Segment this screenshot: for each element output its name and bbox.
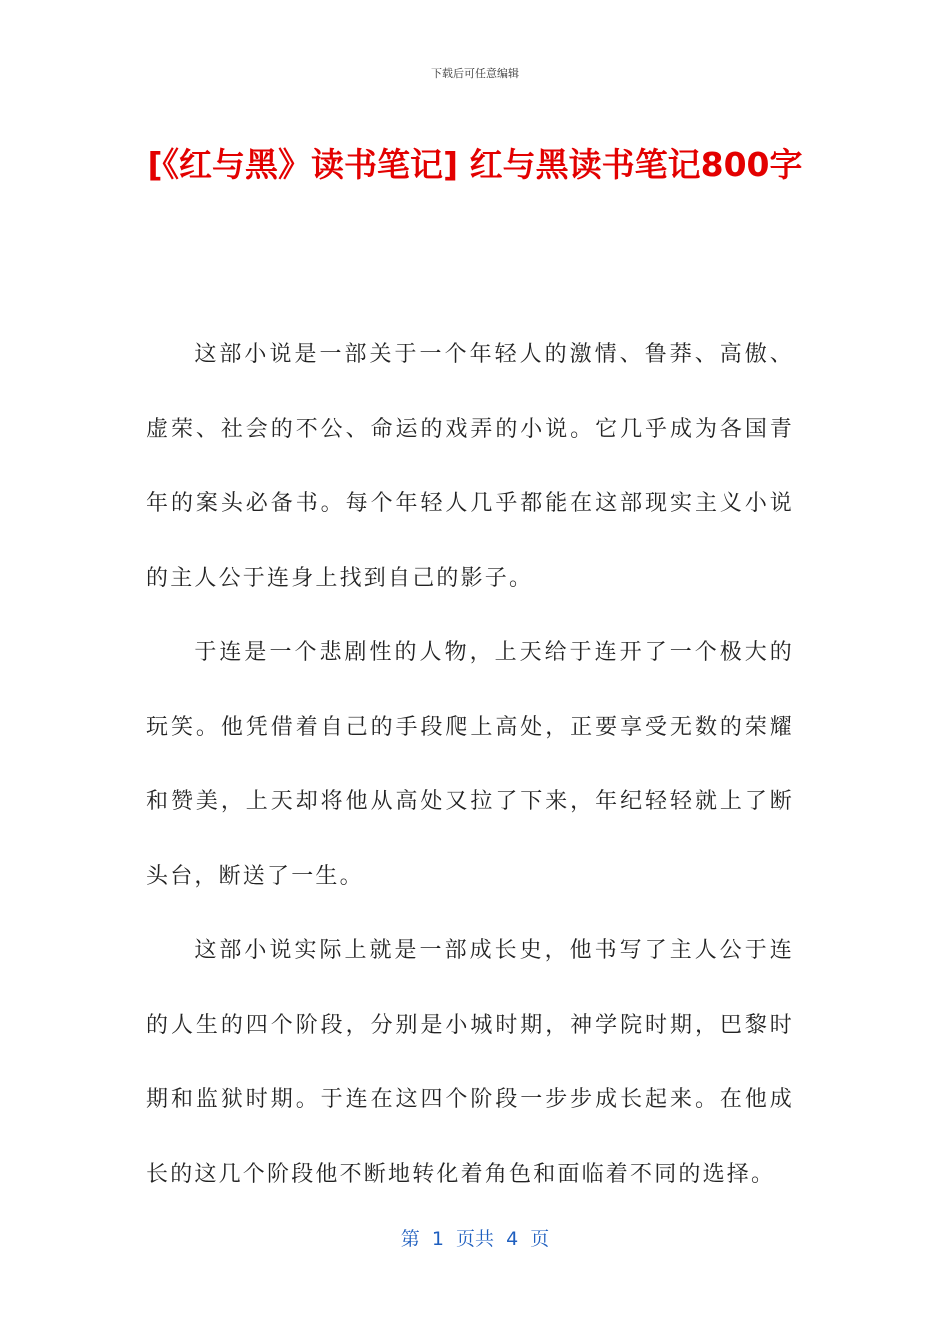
document-body: [146, 318, 794, 1212]
document-title: [《红与黑》读书笔记] 红与黑读书笔记800字: [147, 145, 803, 184]
body-paragraph-2: 于连是一个悲剧性的人物，上天给于连开了一个极大的玩笑。他凭借着自己的手段爬上高处，正要享受无数的荣耀和赞美，上天却将他从高处又拉了下来，年纪轻轻就上了断头台，断送了一生。: [146, 640, 794, 889]
body-paragraph-3: 这部小说实际上就是一部成长史，他书写了主人公于连的人生的四个阶段，分别是小城时期，神学院时期，巴黎时期和监狱时期。于连在这四个阶段一步步成长起来。在他成长的这几个阶段他不断地转化着角色和面临着不同的选择。: [146, 938, 794, 1187]
page-header-note: 下载后可任意编辑: [431, 67, 519, 80]
body-paragraph-1: 这部小说是一部关于一个年轻人的激情、鲁莽、高傲、虚荣、社会的不公、命运的戏弄的小说。它几乎成为各国青年的案头必备书。每个年轻人几乎都能在这部现实主义小说的主人公于连身上找到自己的影子。: [146, 342, 794, 591]
page-number-footer: 第 1 页共 4 页: [400, 1228, 550, 1250]
